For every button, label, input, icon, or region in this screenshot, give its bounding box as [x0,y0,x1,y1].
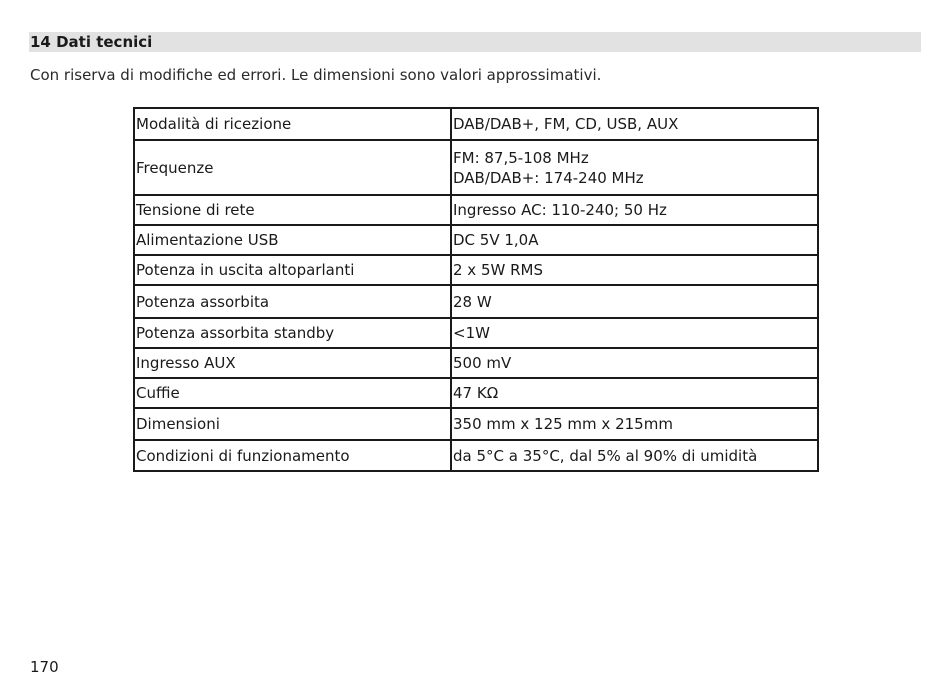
table-row [134,140,818,195]
spec-label: Potenza assorbita [134,285,451,318]
spec-value [451,108,818,140]
spec-label: Tensione di rete [134,195,451,225]
spec-value [451,440,818,471]
spec-value-line: 2 x 5W RMS [453,261,543,279]
specs-table [133,107,819,472]
table-row [134,255,818,285]
spec-value [451,195,818,225]
spec-value-line: 47 KΩ [453,384,499,402]
spec-value-line: DC 5V 1,0A [453,231,539,249]
table-row [134,285,818,318]
spec-value [451,285,818,318]
spec-label: Dimensioni [134,408,451,440]
table-row [134,195,818,225]
spec-label: Condizioni di funzionamento [134,440,451,471]
spec-label: Frequenze [134,140,451,195]
spec-value-line: 350 mm x 125 mm x 215mm [453,415,673,433]
table-row [134,408,818,440]
spec-value-line: DAB/DAB+, FM, CD, USB, AUX [453,115,679,133]
intro-text: Con riserva di modifiche ed errori. Le dimensioni sono valori approssimativi. [30,66,602,84]
spec-label: Potenza in uscita altoparlanti [134,255,451,285]
spec-value-line: DAB/DAB+: 174-240 MHz [453,168,644,187]
spec-label: Ingresso AUX [134,348,451,378]
table-row [134,378,818,408]
spec-label: Modalità di ricezione [134,108,451,140]
spec-value [451,255,818,285]
spec-value-line: FM: 87,5-108 MHz [453,148,589,167]
spec-value [451,225,818,255]
spec-label: Cuffie [134,378,451,408]
spec-value-line: 28 W [453,292,492,311]
table-row [134,108,818,140]
table-row [134,318,818,348]
spec-value-line: da 5°C a 35°C, dal 5% al 90% di umidità [453,446,758,465]
spec-value-line: Ingresso AC: 110-240; 50 Hz [453,201,667,219]
spec-label: Alimentazione USB [134,225,451,255]
spec-value [451,348,818,378]
table-row [134,440,818,471]
spec-value [451,408,818,440]
spec-value-line: 500 mV [453,354,512,372]
page-number: 170 [30,658,59,676]
section-title: 14 Dati tecnici [29,32,921,52]
table-row [134,225,818,255]
table-row [134,348,818,378]
spec-value-line: <1W [453,324,490,342]
spec-value [451,140,818,195]
spec-label: Potenza assorbita standby [134,318,451,348]
spec-value [451,318,818,348]
spec-value [451,378,818,408]
